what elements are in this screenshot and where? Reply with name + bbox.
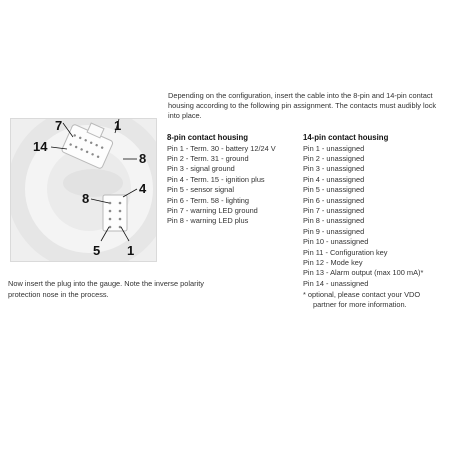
pin-item: Pin 3 - signal ground xyxy=(167,164,235,174)
pin-item: Pin 1 - Term. 30 - battery 12/24 V xyxy=(167,143,276,153)
callout-pin-4: 4 xyxy=(139,181,147,196)
callout-pin-7: 7 xyxy=(55,119,63,133)
8-pin-heading: 8-pin contact housing xyxy=(167,133,248,142)
pin-item: Pin 9 - unassigned xyxy=(303,226,365,236)
pin-item: Pin 4 - Term. 15 - ignition plus xyxy=(167,174,265,184)
connector-photo xyxy=(10,118,157,262)
8-pin-housing xyxy=(103,195,127,231)
8-pin-list xyxy=(167,144,297,227)
callout-pin-1-top: 1 xyxy=(114,119,122,133)
pin-item: Pin 2 - Term. 31 - ground xyxy=(167,153,249,163)
pin-item: Pin 10 - unassigned xyxy=(303,237,369,247)
connector-illustration xyxy=(11,119,156,261)
pin-item: Pin 6 - Term. 58 - lighting xyxy=(167,195,250,205)
callout-pin-5: 5 xyxy=(93,243,101,258)
callout-pin-8-top: 8 xyxy=(139,151,147,166)
pin-item: Pin 4 - unassigned xyxy=(303,174,365,184)
pin-item: Pin 2 - unassigned xyxy=(303,153,365,163)
footnote xyxy=(303,290,453,310)
pin-item: Pin 8 - unassigned xyxy=(303,216,365,226)
callout-pin-14: 14 xyxy=(33,139,48,154)
pin-item: Pin 14 - unassigned xyxy=(303,278,369,288)
pin-item: Pin 5 - sensor signal xyxy=(167,185,234,195)
pin-item: Pin 5 - unassigned xyxy=(303,185,365,195)
14-pin-list xyxy=(303,144,453,290)
pin-item: Pin 1 - unassigned xyxy=(303,143,365,153)
8-pin-section xyxy=(167,133,297,227)
pin-item: Pin 8 - warning LED plus xyxy=(167,216,249,226)
callout-pin-1-bottom: 1 xyxy=(127,243,135,258)
footnote-line: * optional, please contact your VDO xyxy=(303,290,421,300)
14-pin-section xyxy=(303,133,453,310)
pin-item: Pin 12 - Mode key xyxy=(303,257,363,267)
pin-item: Pin 7 - unassigned xyxy=(303,205,365,215)
pin-item: Pin 13 - Alarm output (max 100 mA)* xyxy=(303,268,424,278)
pin-item: Pin 7 - warning LED ground xyxy=(167,205,258,215)
14-pin-heading: 14-pin contact housing xyxy=(303,133,389,142)
footnote-line: partner for more information. xyxy=(313,300,407,310)
pin-item: Pin 6 - unassigned xyxy=(303,195,365,205)
intro-text: Depending on the configuration, insert the cable into the 8-pin and 14-pin contact housing according to the following pin assignment. The contacts must audibly lock into place. xyxy=(168,91,437,121)
plug-caption: Now insert the plug into the gauge. Note the inverse polarity protection nose in the process. xyxy=(8,279,204,299)
pin-item: Pin 11 - Configuration key xyxy=(303,247,388,257)
callout-pin-8-bottom: 8 xyxy=(82,191,90,206)
pin-item: Pin 3 - unassigned xyxy=(303,164,365,174)
